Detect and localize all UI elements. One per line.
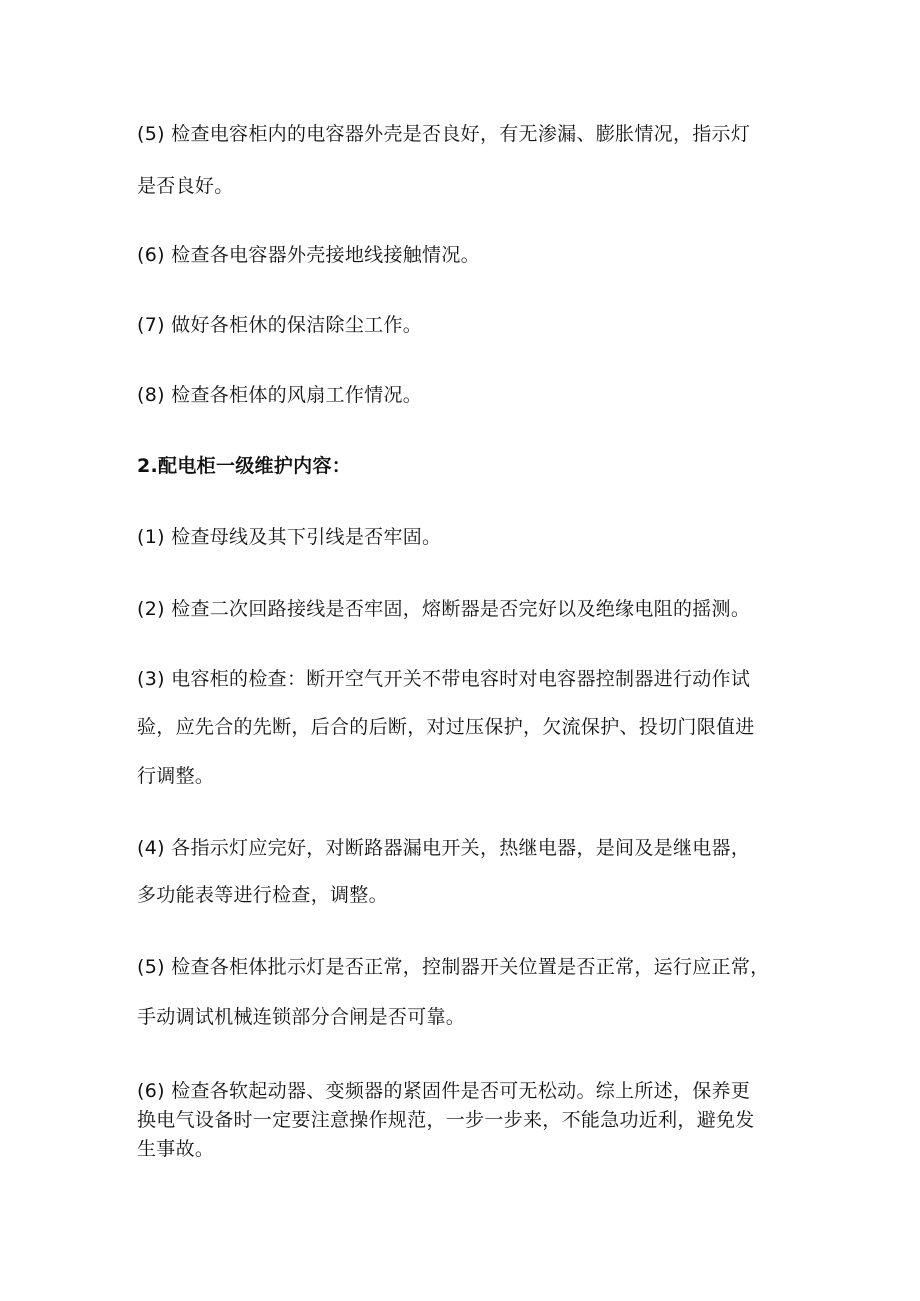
item-8-fan-check: (8) 检查各柜体的风扇工作情况。 xyxy=(137,384,423,406)
item-6-soft-starter-line-3: 生事故。 xyxy=(137,1138,215,1160)
section-heading-primary-maintenance: 2.配电柜一级维护内容： xyxy=(137,455,352,477)
item-6-soft-starter-line-2: 换电气设备时一定要注意操作规范，一步一步来，不能急功近利，避免发 xyxy=(137,1109,755,1131)
item-6-grounding: (6) 检查各电容器外壳接地线接触情况。 xyxy=(137,244,480,266)
item-3-capacitor-cabinet-line-3: 行调整。 xyxy=(137,765,215,787)
item-6-soft-starter-line-1: (6) 检查各软起动器、变频器的紧固件是否可无松动。综上所述，保养更 xyxy=(137,1080,751,1102)
item-4-indicators-line-1: (4) 各指示灯应完好，对断路器漏电开关，热继电器，是间及是继电器， xyxy=(137,837,751,859)
item-4-indicators-line-2: 多功能表等进行检查，调整。 xyxy=(137,884,388,906)
item-5-capacitor-shell-line-1: (5) 检查电容柜内的电容器外壳是否良好，有无渗漏、膨胀情况，指示灯 xyxy=(137,123,751,145)
item-1-busbar: (1) 检查母线及其下引线是否牢固。 xyxy=(137,526,442,548)
item-3-capacitor-cabinet-line-1: (3) 电容柜的检查：断开空气开关不带电容时对电容器控制器进行动作试 xyxy=(137,668,751,690)
item-3-capacitor-cabinet-line-2: 验，应先合的先断，后合的后断，对过压保护，欠流保护、投切门限值进 xyxy=(137,716,755,738)
item-5-capacitor-shell-line-2: 是否良好。 xyxy=(137,175,234,197)
item-5-cabinet-lights-line-2: 手动调试机械连锁部分合闸是否可靠。 xyxy=(137,1006,466,1028)
item-2-secondary-circuit: (2) 检查二次回路接线是否牢固，熔断器是否完好以及绝缘电阻的摇测。 xyxy=(137,598,751,620)
item-5-cabinet-lights-line-1: (5) 检查各柜体批示灯是否正常，控制器开关位置是否正常，运行应正常， xyxy=(137,956,770,978)
item-7-cleaning: (7) 做好各柜休的保洁除尘工作。 xyxy=(137,314,423,336)
